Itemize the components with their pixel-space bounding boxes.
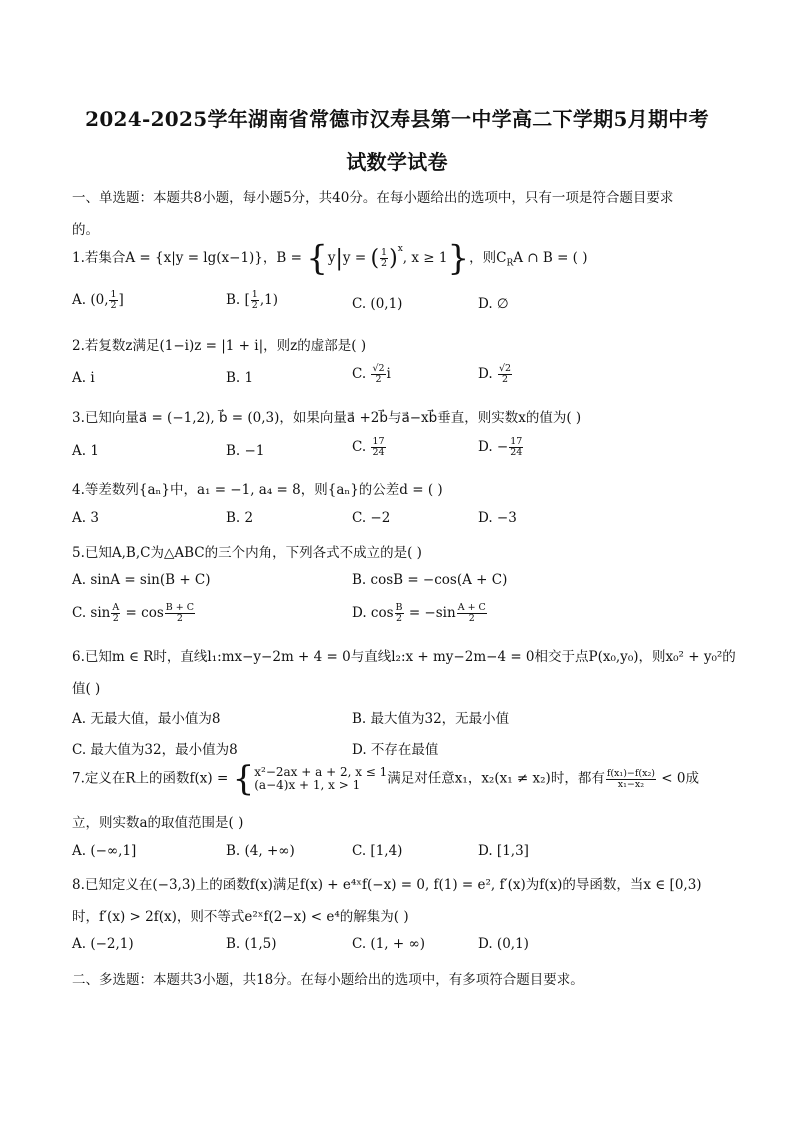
q5-option-a: A. sinA = sin(B + C): [72, 572, 211, 588]
q1-set-cond: , x ≥ 1: [402, 250, 448, 266]
exam-title-line1: 2024-2025学年湖南省常德市汉寿县第一中学高二下学期5月期中考: [85, 107, 709, 131]
section1-heading: 一、单选题：本题共8小题，每小题5分，共40分。在每小题给出的选项中，只有一项是符合题目要求: [72, 190, 674, 206]
q8-option-b: B. (1,5): [226, 936, 277, 952]
q1-option-b: B. [ $\frac{1}{2}$ ,1): [226, 289, 278, 311]
q7-option-b: B. (4, +∞): [226, 843, 295, 859]
q1-part-b: ，则C: [469, 250, 507, 266]
question-8-cont: 时，f′(x) > 2f(x)，则不等式e²ˣf(2−x) < e⁴的解集为( ): [72, 909, 409, 925]
question-2: 2.若复数z满足(1−i)z = |1 + i|，则z的虚部是( ): [72, 338, 367, 354]
q7-part-a: 7.定义在R上的函数f(x) =: [72, 770, 233, 787]
q1-bar: |: [335, 246, 343, 271]
q7-brace: {: [232, 759, 255, 799]
q6-option-c: C. 最大值为32，最小值为8: [72, 742, 238, 758]
section2-heading: 二、多选题：本题共3小题，共18分。在每小题给出的选项中，有多项符合题目要求。: [72, 972, 584, 988]
q4-option-a: A. 3: [72, 510, 99, 526]
question-5: 5.已知A,B,C为△ABC的三个内角，下列各式不成立的是( ): [72, 545, 422, 561]
question-8: 8.已知定义在(−3,3)上的函数f(x)满足f(x) + e⁴ˣf(−x) = 0, f(1) = e², f′(x)为f(x)的导函数，当x ∈ [0,3): [72, 877, 702, 893]
q6-option-d: D. 不存在最值: [352, 742, 439, 758]
q1-set-var: y: [327, 250, 336, 266]
q3-option-c: C. $\frac{17}{24}$: [352, 436, 385, 458]
q2-option-a: A. i: [72, 370, 95, 386]
question-6-cont: 值( ): [72, 681, 101, 697]
q2-option-d: D. $\frac{√2}{2}$: [478, 363, 512, 385]
q1-set-eq: y =: [342, 250, 371, 266]
q4-option-d: D. −3: [478, 510, 517, 526]
q1-fraction: $\frac{1}{2}$: [381, 247, 388, 269]
q5-option-c: C. sin $\frac{A}{2}$ = cos $\frac{B + C}{2}$: [72, 602, 195, 624]
question-7: [72, 759, 699, 799]
question-6: 6.已知m ∈ R时，直线l₁:mx−y−2m + 4 = 0与直线l₂:x + my−2m−4 = 0相交于点P(x₀,y₀)，则x₀² + y₀²的: [72, 649, 736, 665]
q7-part-b: 满足对任意x₁，x₂(x₁ ≠ x₂)时，都有: [387, 770, 605, 787]
q1-right-brace: }: [447, 238, 470, 279]
exam-title-line2: 试数学试卷: [346, 150, 448, 174]
q1-part-c: A ∩ B = ( ): [513, 250, 588, 266]
q5-option-d: D. cos $\frac{B}{2}$ = −sin $\frac{A + C}{2}$: [352, 602, 486, 624]
q1-option-c: C. (0,1): [352, 296, 403, 312]
q4-option-b: B. 2: [226, 510, 254, 526]
q3-option-d: D. − $\frac{17}{24}$: [478, 436, 523, 458]
section1-heading-cont: 的。: [72, 222, 99, 238]
q1-option-d: D. ∅: [478, 296, 509, 312]
q6-option-a: A. 无最大值，最小值为8: [72, 711, 221, 727]
q1-option-a: A. (0, $\frac{1}{2}$ ]: [72, 289, 124, 311]
q3-option-a: A. 1: [72, 443, 99, 459]
q4-option-c: C. −2: [352, 510, 391, 526]
q8-option-a: A. (−2,1): [72, 936, 134, 952]
q1-left-brace: {: [306, 238, 328, 279]
question-4: 4.等差数列{aₙ}中，a₁ = −1, a₄ = 8，则{aₙ}的公差d = ( ): [72, 482, 443, 498]
q2-option-c: C. $\frac{√2}{2}$ i: [352, 363, 391, 385]
question-3: 3.已知向量a⃗ = (−1,2), b⃗ = (0,3)，如果向量a⃗ +2b⃗与a⃗−xb⃗垂直，则实数x的值为( ): [72, 410, 582, 426]
q7-option-d: D. [1,3]: [478, 843, 529, 859]
question-7-cont: 立，则实数a的取值范围是( ): [72, 815, 244, 831]
q7-option-a: A. (−∞,1]: [72, 843, 137, 859]
q7-option-c: C. [1,4): [352, 843, 403, 859]
q8-option-c: C. (1, + ∞): [352, 936, 425, 952]
q7-piecewise: x²−2ax + a + 2, x ≤ 1 (a−4)x + 1, x > 1: [254, 765, 388, 792]
q8-option-d: D. (0,1): [478, 936, 529, 952]
q7-fraction: $\frac{\text{f(x₁)−f(x₂)}}{\text{x₁−x₂}}$: [606, 767, 655, 790]
q5-option-b: B. cosB = −cos(A + C): [352, 572, 508, 588]
q6-option-b: B. 最大值为32，无最小值: [352, 711, 510, 727]
q7-part-c: < 0成: [656, 770, 699, 787]
q2-option-b: B. 1: [226, 370, 254, 386]
q1-part-a: 1.若集合A = {x|y = lg(x−1)}，B =: [72, 250, 307, 266]
question-1: 1.若集合A = {x|y = lg(x−1)}，B = {y|y = ( $\frac{1}{2}$ )$^x$, x ≥ 1}，则$C_RA$ ∩ B = ( ): [72, 238, 588, 279]
q3-option-b: B. −1: [226, 443, 265, 459]
q1-sub-r: R: [506, 258, 514, 269]
q1-exponent: x: [397, 243, 403, 254]
